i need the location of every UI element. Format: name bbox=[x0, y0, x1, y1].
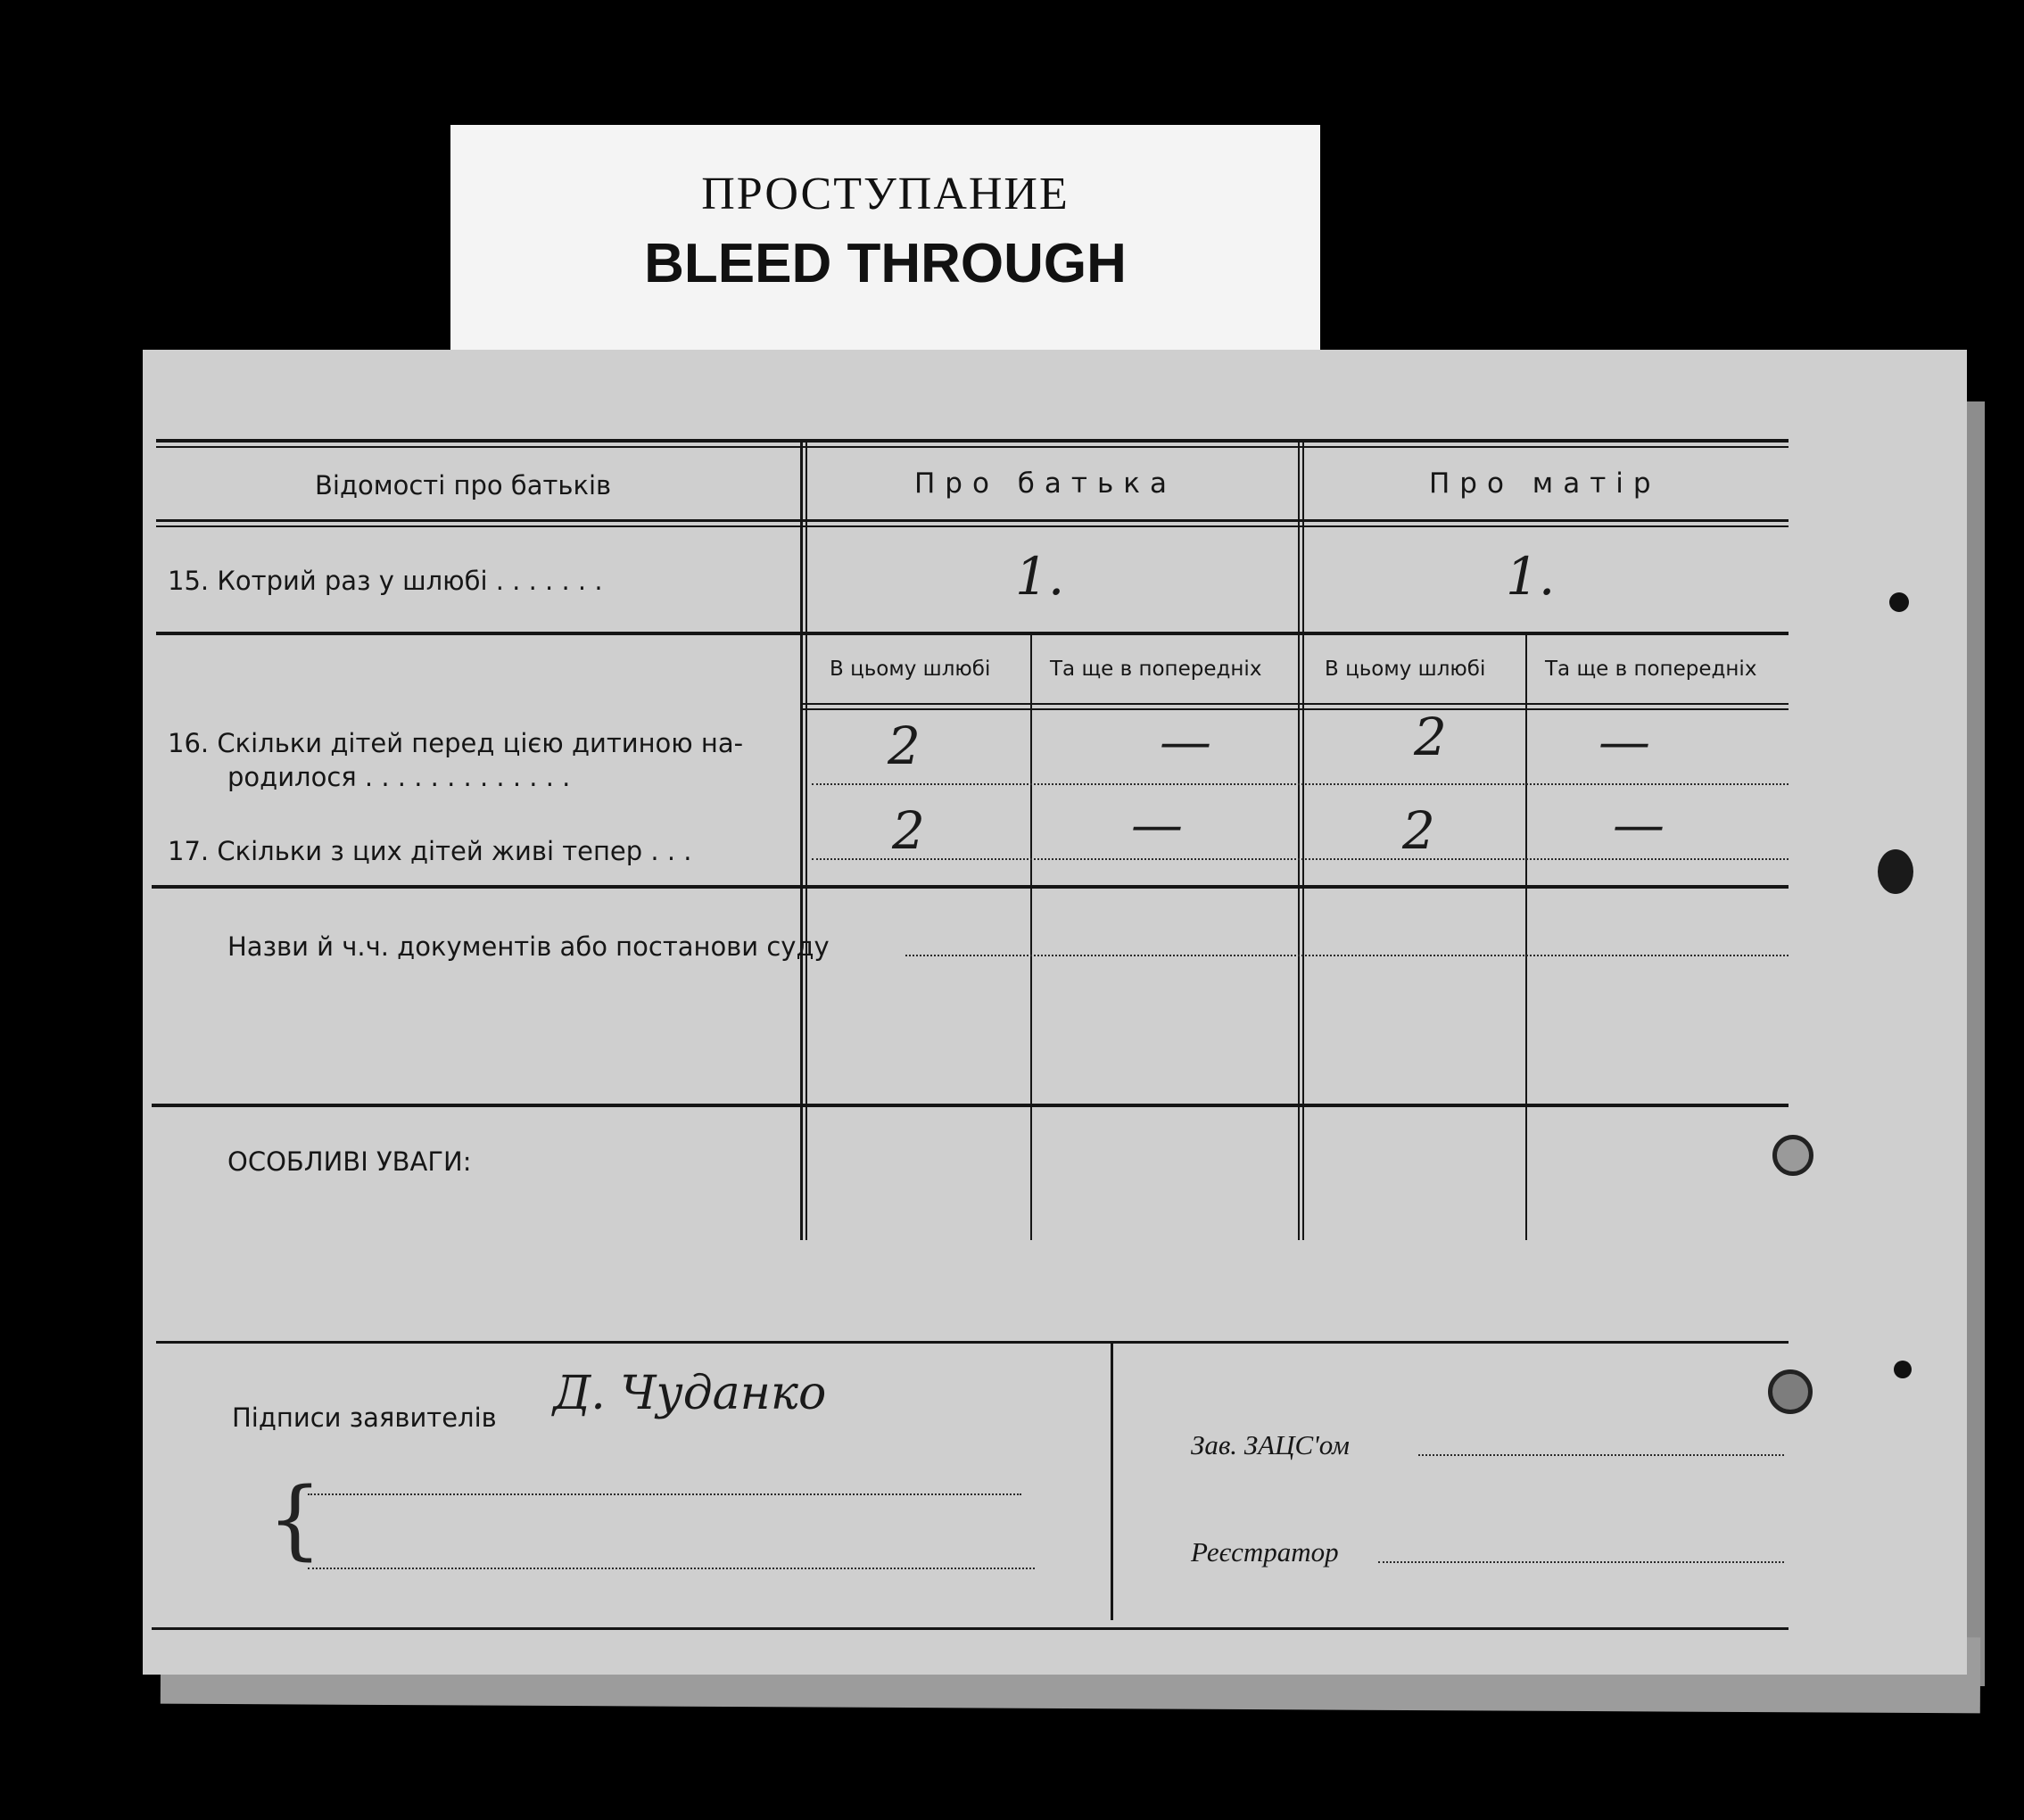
applicant-signature: Д. Чуданко bbox=[553, 1367, 827, 1420]
row16-label-line2: родилося . . . . . . . . . . . . . bbox=[227, 762, 571, 792]
row17-mother-prev-value: — bbox=[1613, 794, 1665, 855]
column-divider bbox=[805, 443, 807, 1240]
rule bbox=[803, 703, 1789, 705]
subcolumn-divider bbox=[1030, 635, 1032, 1240]
row16-father-prev-value: — bbox=[1160, 711, 1211, 772]
column-divider bbox=[1298, 443, 1300, 1240]
punch-hole bbox=[1772, 1135, 1813, 1176]
column-divider bbox=[800, 443, 803, 1240]
head-zags-dotted-line bbox=[1418, 1454, 1784, 1456]
head-zags-label: Зав. ЗАЦС'ом bbox=[1191, 1429, 1350, 1460]
punch-hole bbox=[1878, 849, 1913, 894]
row16-mother-this-value: 2 bbox=[1414, 707, 1447, 767]
subcolumn-divider bbox=[1525, 635, 1527, 1240]
documents-label: Назви й ч.ч. документів або постанови суду bbox=[227, 931, 830, 962]
row17-dotted-line bbox=[812, 858, 1789, 860]
punch-hole bbox=[1768, 1369, 1813, 1414]
rule bbox=[152, 1627, 1789, 1630]
rule bbox=[156, 519, 1789, 522]
punch-hole bbox=[1889, 592, 1909, 612]
column-divider bbox=[1302, 443, 1304, 1240]
row15-label: 15. Котрий раз у шлюбі . . . . . . . bbox=[168, 566, 603, 596]
label-title-ru: ПРОСТУПАНИЕ bbox=[701, 169, 1070, 219]
signature-bracket: { bbox=[268, 1469, 323, 1569]
registrar-dotted-line bbox=[1378, 1561, 1784, 1563]
rule bbox=[152, 885, 1789, 889]
row17-label: 17. Скільки з цих дітей живі тепер . . . bbox=[168, 836, 692, 866]
bleed-through-label-card bbox=[450, 125, 1320, 359]
label-title-en: BLEED THROUGH bbox=[644, 233, 1127, 294]
header-about-father: Про батька bbox=[914, 467, 1177, 500]
row16-dotted-line bbox=[812, 783, 1789, 785]
row17-father-prev-value: — bbox=[1131, 794, 1183, 855]
rule bbox=[156, 525, 1789, 527]
rule bbox=[156, 439, 1789, 443]
row17-father-this-value: 2 bbox=[892, 800, 925, 861]
header-about-mother: Про матір bbox=[1429, 467, 1661, 500]
header-parents-info: Відомості про батьків bbox=[315, 470, 612, 500]
rule bbox=[156, 632, 1789, 635]
signature-divider bbox=[1111, 1344, 1113, 1620]
rule bbox=[803, 708, 1789, 710]
row16-label-line1: 16. Скільки дітей перед цією дитиною на- bbox=[168, 728, 744, 758]
signature-dotted-line bbox=[308, 1568, 1035, 1569]
rule bbox=[156, 1341, 1789, 1344]
subheader-father-previous: Та ще в попередніх bbox=[1050, 658, 1262, 681]
row16-father-this-value: 2 bbox=[888, 716, 921, 776]
registration-form-sheet bbox=[143, 350, 1967, 1675]
row17-mother-this-value: 2 bbox=[1402, 800, 1435, 861]
punch-hole bbox=[1894, 1361, 1912, 1378]
signature-dotted-line bbox=[308, 1493, 1021, 1495]
signatures-label: Підписи заявителів bbox=[232, 1402, 497, 1433]
documents-dotted-line bbox=[905, 955, 1789, 956]
row15-mother-value: 1. bbox=[1506, 546, 1556, 607]
row16-mother-prev-value: — bbox=[1599, 711, 1650, 772]
subheader-mother-this-marriage: В цьому шлюбі bbox=[1325, 658, 1486, 681]
row15-father-value: 1. bbox=[1015, 546, 1065, 607]
rule bbox=[152, 1104, 1789, 1107]
registrar-label: Реєстратор bbox=[1191, 1536, 1339, 1568]
rule bbox=[156, 446, 1789, 448]
special-notes-label: ОСОБЛИВІ УВАГИ: bbox=[227, 1146, 472, 1177]
subheader-mother-previous: Та ще в попередніх bbox=[1545, 658, 1757, 681]
subheader-father-this-marriage: В цьому шлюбі bbox=[830, 658, 991, 681]
